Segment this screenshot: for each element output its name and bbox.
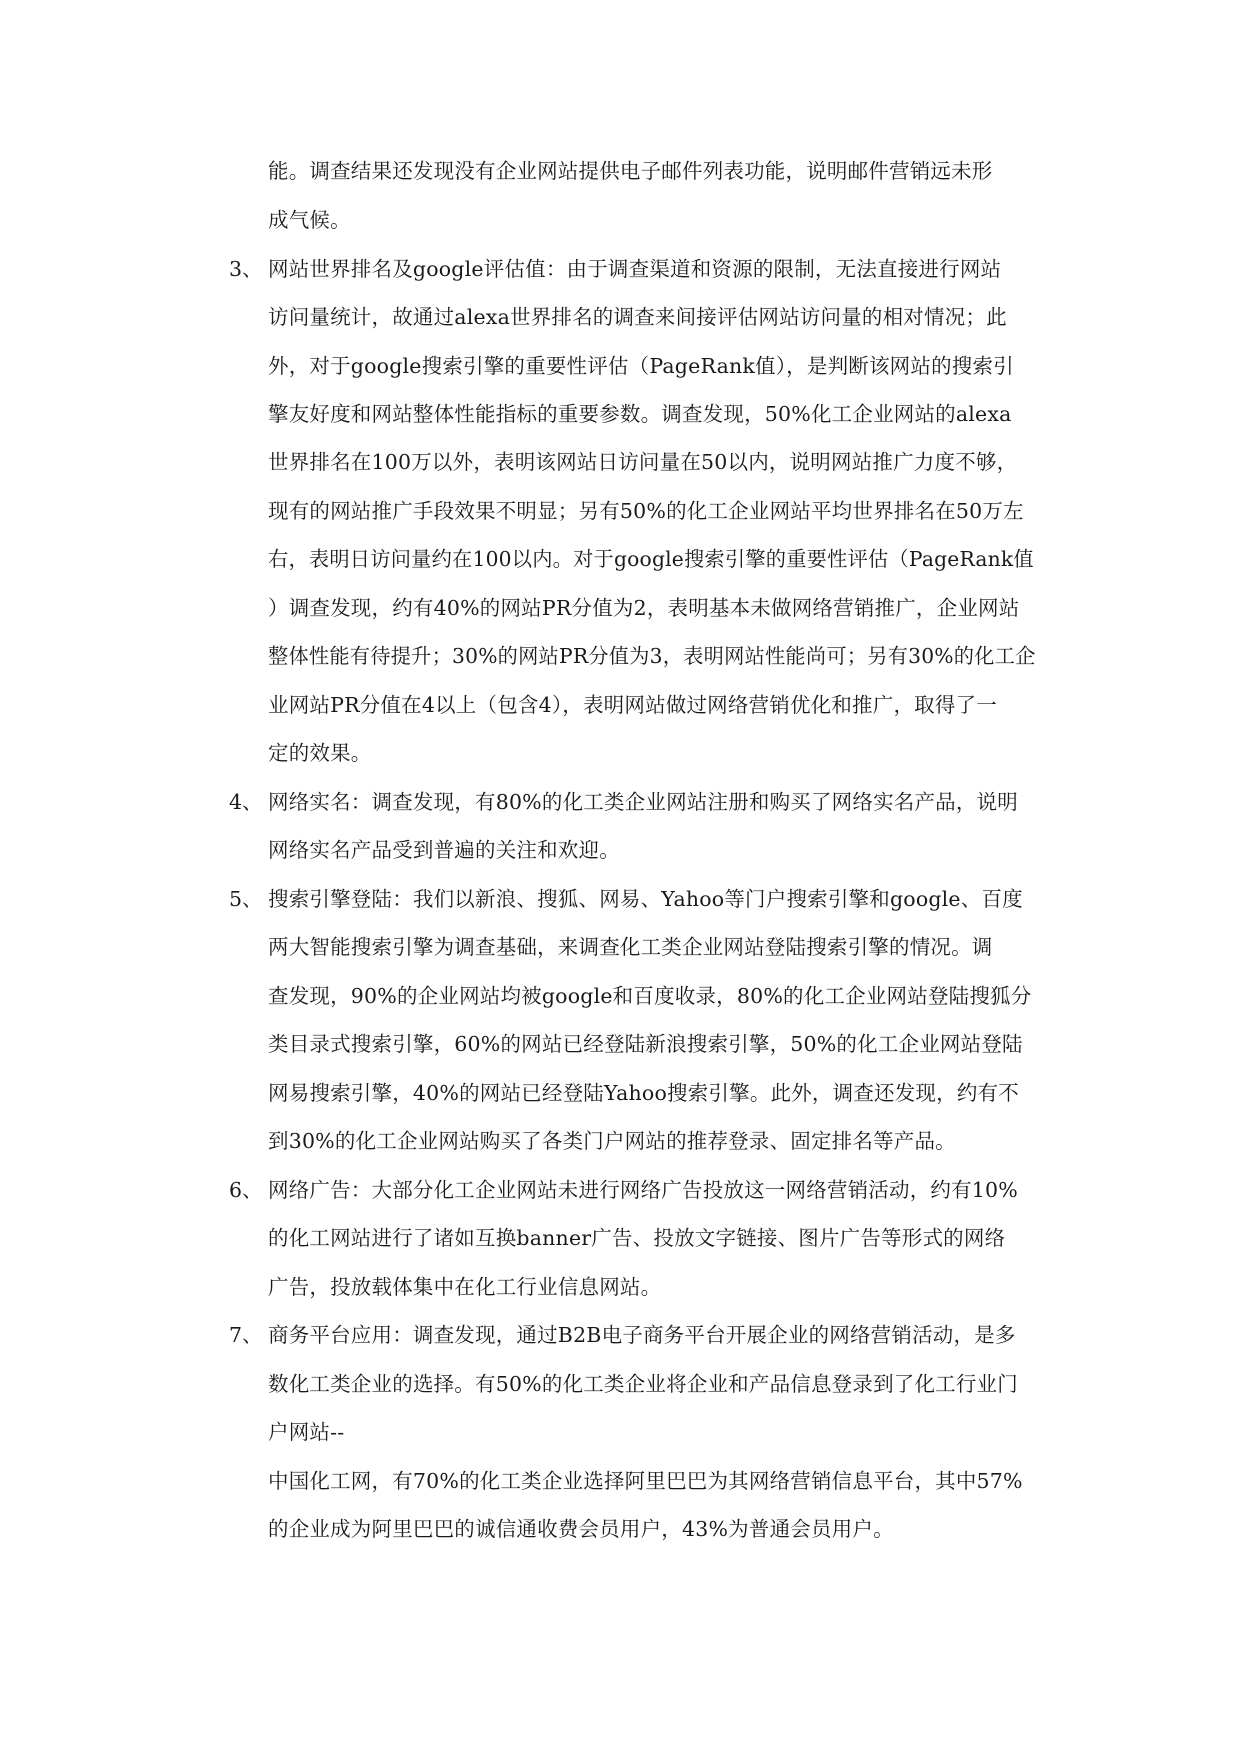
text-line: 户网站-- xyxy=(268,1420,345,1444)
text-line: 到30%的化工企业网站购买了各类门户网站的推荐登录、固定排名等产品。 xyxy=(268,1129,956,1153)
text-line: 定的效果。 xyxy=(268,741,372,765)
text-line: 访问量统计，故通过alexa世界排名的调查来间接评估网站访问量的相对情况；此 xyxy=(268,305,1007,329)
text-line: 网站世界排名及google评估值：由于调查渠道和资源的限制，无法直接进行网站 xyxy=(268,257,1002,281)
text-line: 成气候。 xyxy=(268,208,351,232)
text-line: 的化工网站进行了诸如互换banner广告、投放文字链接、图片广告等形式的网络 xyxy=(268,1226,1006,1250)
text-line: 网络广告：大部分化工企业网站未进行网络广告投放这一网络营销活动，约有10% xyxy=(268,1178,1018,1202)
text-line: 网易搜索引擎，40%的网站已经登陆Yahoo搜索引擎。此外，调查还发现，约有不 xyxy=(268,1081,1019,1105)
text-line: 查发现，90%的企业网站均被google和百度收录，80%的化工企业网站登陆搜狐分 xyxy=(268,984,1032,1008)
text-line: 的企业成为阿里巴巴的诚信通收费会员用户，43%为普通会员用户。 xyxy=(268,1517,894,1541)
text-line: 能。调查结果还发现没有企业网站提供电子邮件列表功能，说明邮件营销远未形 xyxy=(268,159,993,183)
text-line: 右，表明日访问量约在100以内。对于google搜索引擎的重要性评估（PageRank值 xyxy=(268,547,1034,571)
text-line: 网络实名：调查发现，有80%的化工类企业网站注册和购买了网络实名产品，说明 xyxy=(268,790,1018,814)
item-number: 3、 xyxy=(229,257,263,281)
item-number: 4、 xyxy=(229,790,263,814)
text-line: 整体性能有待提升；30%的网站PR分值为3，表明网站性能尚可；另有30%的化工企 xyxy=(268,644,1036,668)
text-line: 数化工类企业的选择。有50%的化工类企业将企业和产品信息登录到了化工行业门 xyxy=(268,1372,1018,1396)
text-line: ）调查发现，约有40%的网站PR分值为2，表明基本未做网络营销推广，企业网站 xyxy=(268,596,1020,620)
text-line: 擎友好度和网站整体性能指标的重要参数。调查发现，50%化工企业网站的alexa xyxy=(268,402,1012,426)
text-line: 搜索引擎登陆：我们以新浪、搜狐、网易、Yahoo等门户搜索引擎和google、百度 xyxy=(268,887,1023,911)
item-number: 5、 xyxy=(229,887,263,911)
text-line: 现有的网站推广手段效果不明显；另有50%的化工企业网站平均世界排名在50万左 xyxy=(268,499,1024,523)
text-line: 中国化工网，有70%的化工类企业选择阿里巴巴为其网络营销信息平台，其中57% xyxy=(268,1469,1023,1493)
text-line: 两大智能搜索引擎为调查基础，来调查化工类企业网站登陆搜索引擎的情况。调 xyxy=(268,935,993,959)
text-line: 商务平台应用：调查发现，通过B2B电子商务平台开展企业的网络营销活动，是多 xyxy=(268,1323,1016,1347)
text-line: 网络实名产品受到普遍的关注和欢迎。 xyxy=(268,838,620,862)
text-line: 外，对于google搜索引擎的重要性评估（PageRank值），是判断该网站的搜索引 xyxy=(268,354,1014,378)
text-line: 业网站PR分值在4以上（包含4），表明网站做过网络营销优化和推广，取得了一 xyxy=(268,693,997,717)
text-line: 类目录式搜索引擎，60%的网站已经登陆新浪搜索引擎，50%的化工企业网站登陆 xyxy=(268,1032,1023,1056)
item-number: 7、 xyxy=(229,1323,263,1347)
text-line: 广告，投放载体集中在化工行业信息网站。 xyxy=(268,1275,662,1299)
text-line: 世界排名在100万以外，表明该网站日访问量在50以内，说明网站推广力度不够， xyxy=(268,450,1018,474)
item-number: 6、 xyxy=(229,1178,263,1202)
